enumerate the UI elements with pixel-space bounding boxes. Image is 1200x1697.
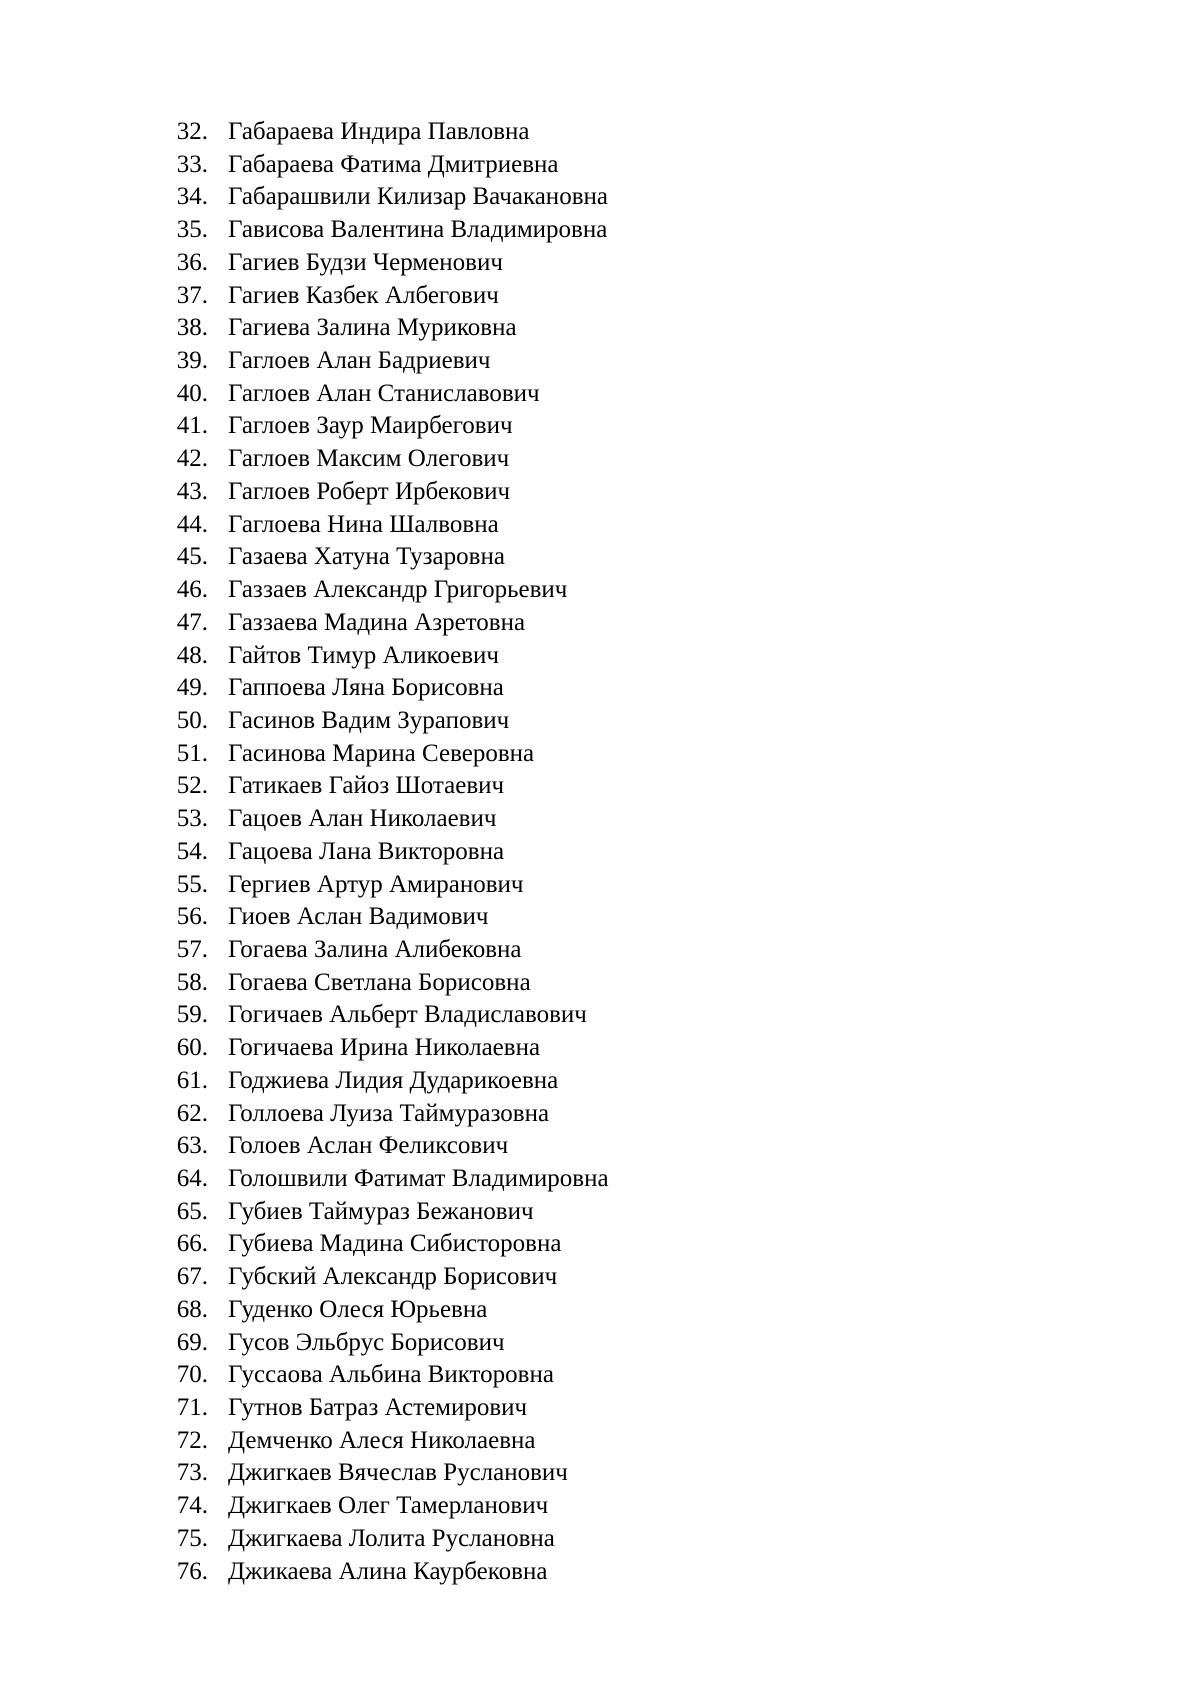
item-number: 63. (176, 1132, 208, 1160)
item-name: Демченко Алеся Николаевна (228, 1426, 536, 1454)
item-name: Гагиева Залина Муриковна (228, 314, 517, 342)
item-number: 39. (176, 347, 208, 375)
item-number: 57. (176, 935, 208, 963)
item-name: Губиев Таймураз Бежанович (228, 1197, 534, 1225)
item-name: Габарашвили Килизар Вачакановна (228, 183, 608, 211)
item-number: 47. (176, 608, 208, 636)
item-number: 61. (176, 1066, 208, 1094)
list-item (150, 705, 609, 738)
list-item (150, 280, 609, 313)
item-name: Гогичаева Ирина Николаевна (228, 1034, 541, 1062)
item-number: 41. (176, 412, 208, 440)
item-number: 75. (176, 1524, 208, 1552)
item-name: Губиева Мадина Сибисторовна (228, 1230, 562, 1258)
item-number: 68. (176, 1295, 208, 1323)
list-item (150, 1556, 609, 1589)
item-number: 51. (176, 739, 208, 767)
item-name: Гаглоев Заур Маирбегович (228, 412, 513, 440)
list-item (150, 541, 609, 574)
item-name: Гогаева Залина Алибековна (228, 935, 522, 963)
item-name: Годжиева Лидия Дударикоевна (228, 1066, 559, 1094)
list-item (150, 803, 609, 836)
item-name: Газзаева Мадина Азретовна (228, 608, 526, 636)
item-number: 56. (176, 903, 208, 931)
item-number: 33. (176, 150, 208, 178)
item-name: Гаглоев Роберт Ирбекович (228, 477, 511, 505)
list-item (150, 1130, 609, 1163)
item-name: Гутнов Батраз Астемирович (228, 1394, 528, 1422)
item-name: Гаглоев Алан Станиславович (228, 379, 540, 407)
list-item (150, 1163, 609, 1196)
item-name: Гасинова Марина Северовна (228, 739, 535, 767)
item-number: 71. (176, 1394, 208, 1422)
item-number: 48. (176, 641, 208, 669)
item-name: Гацоева Лана Викторовна (228, 837, 505, 865)
item-number: 44. (176, 510, 208, 538)
item-name: Гиоев Аслан Вадимович (228, 903, 489, 931)
item-name: Джигкаев Олег Тамерланович (228, 1492, 549, 1520)
item-number: 72. (176, 1426, 208, 1454)
list-item (150, 1098, 609, 1131)
list-item (150, 116, 609, 149)
list-item (150, 607, 609, 640)
item-name: Джигкаева Лолита Руслановна (228, 1524, 555, 1552)
list-item (150, 770, 609, 803)
list-item (150, 509, 609, 542)
item-number: 58. (176, 968, 208, 996)
item-name: Гаглоев Алан Бадриевич (228, 347, 491, 375)
list-item (150, 476, 609, 509)
item-name: Голошвили Фатимат Владимировна (228, 1165, 609, 1192)
list-item (150, 1196, 609, 1229)
list-item (150, 999, 609, 1032)
item-number: 43. (176, 477, 208, 505)
list-item (150, 640, 609, 673)
item-name: Голоев Аслан Феликсович (228, 1132, 509, 1160)
item-number: 38. (176, 314, 208, 342)
item-number: 32. (176, 118, 208, 145)
list-item (150, 1359, 609, 1392)
item-number: 54. (176, 837, 208, 865)
item-number: 36. (176, 248, 208, 276)
item-number: 40. (176, 379, 208, 407)
list-item (150, 738, 609, 771)
list-item (150, 149, 609, 182)
item-number: 55. (176, 870, 208, 898)
item-name: Гогаева Светлана Борисовна (228, 968, 531, 996)
item-name: Гаглоев Максим Олегович (228, 445, 510, 473)
item-name: Голлоева Луиза Таймуразовна (228, 1099, 550, 1127)
name-list (150, 116, 609, 1588)
list-item (150, 1490, 609, 1523)
item-number: 49. (176, 674, 208, 702)
item-number: 64. (176, 1165, 208, 1192)
item-number: 59. (176, 1001, 208, 1029)
list-item (150, 378, 609, 411)
list-item (150, 672, 609, 705)
item-number: 34. (176, 183, 208, 211)
item-name: Гатикаев Гайоз Шотаевич (228, 772, 505, 800)
item-name: Габараева Фатима Дмитриевна (228, 150, 559, 178)
item-number: 46. (176, 576, 208, 604)
list-item (150, 443, 609, 476)
item-name: Габараева Индира Павловна (228, 118, 530, 145)
list-item (150, 1327, 609, 1360)
item-name: Джигкаев Вячеслав Русланович (228, 1459, 568, 1487)
list-item (150, 181, 609, 214)
item-number: 45. (176, 543, 208, 571)
item-name: Гависова Валентина Владимировна (228, 216, 608, 244)
list-item (150, 410, 609, 443)
item-name: Газаева Хатуна Тузаровна (228, 543, 505, 571)
list-item (150, 214, 609, 247)
item-name: Газзаев Александр Григорьевич (228, 576, 568, 604)
item-name: Гуденко Олеся Юрьевна (228, 1295, 488, 1323)
list-item (150, 1228, 609, 1261)
item-name: Гусов Эльбрус Борисович (228, 1328, 505, 1356)
item-name: Губский Александр Борисович (228, 1263, 558, 1291)
list-item (150, 1294, 609, 1327)
item-number: 66. (176, 1230, 208, 1258)
item-number: 70. (176, 1361, 208, 1389)
item-name: Гасинов Вадим Зурапович (228, 706, 510, 734)
list-item (150, 836, 609, 869)
list-item (150, 345, 609, 378)
list-item (150, 1392, 609, 1425)
list-item (150, 1261, 609, 1294)
item-number: 76. (176, 1557, 208, 1585)
item-name: Гергиев Артур Амиранович (228, 870, 524, 898)
list-item (150, 1523, 609, 1556)
list-item (150, 247, 609, 280)
list-item (150, 574, 609, 607)
list-item (150, 1425, 609, 1458)
item-number: 74. (176, 1492, 208, 1520)
item-name: Гацоев Алан Николаевич (228, 805, 497, 833)
item-name: Гаппоева Ляна Борисовна (228, 674, 504, 702)
item-number: 52. (176, 772, 208, 800)
item-name: Гогичаев Альберт Владиславович (228, 1001, 587, 1029)
item-name: Гагиев Казбек Албегович (228, 281, 499, 309)
list-item (150, 312, 609, 345)
item-name: Джикаева Алина Каурбековна (228, 1557, 548, 1585)
item-number: 73. (176, 1459, 208, 1487)
item-number: 67. (176, 1263, 208, 1291)
item-number: 37. (176, 281, 208, 309)
list-item (150, 1065, 609, 1098)
item-name: Гаглоева Нина Шалвовна (228, 510, 499, 538)
item-number: 60. (176, 1034, 208, 1062)
item-number: 42. (176, 445, 208, 473)
item-number: 50. (176, 706, 208, 734)
list-item (150, 1032, 609, 1065)
item-number: 35. (176, 216, 208, 244)
item-number: 62. (176, 1099, 208, 1127)
item-name: Гагиев Будзи Черменович (228, 248, 503, 276)
item-name: Гайтов Тимур Аликоевич (228, 641, 499, 669)
list-item (150, 869, 609, 902)
list-item (150, 901, 609, 934)
item-name: Гуссаова Альбина Викторовна (228, 1361, 554, 1389)
list-item (150, 934, 609, 967)
list-item (150, 1457, 609, 1490)
list-item (150, 967, 609, 1000)
item-number: 69. (176, 1328, 208, 1356)
item-number: 65. (176, 1197, 208, 1225)
item-number: 53. (176, 805, 208, 833)
